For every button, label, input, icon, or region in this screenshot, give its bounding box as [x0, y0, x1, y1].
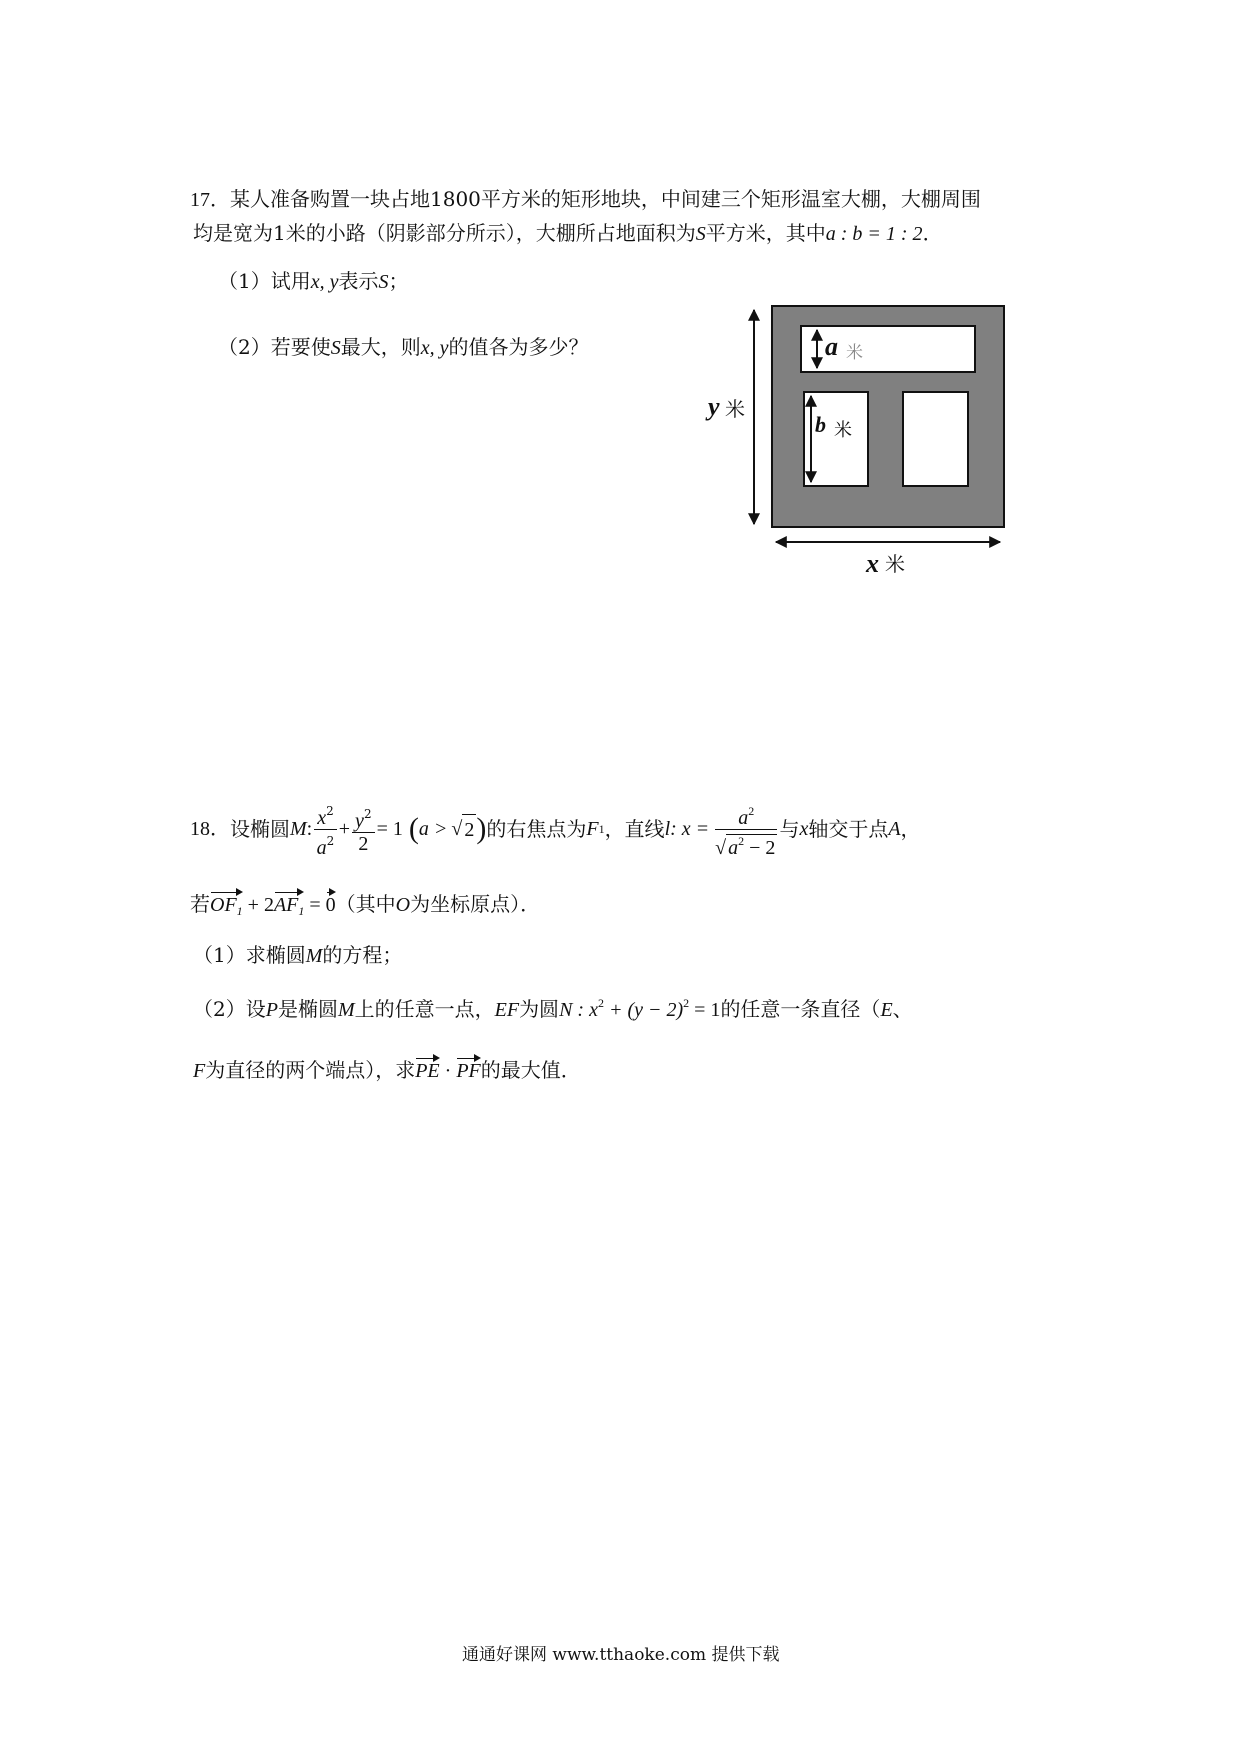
q17-part2-end: 的值各为多少？ — [448, 335, 589, 359]
q18-N: N — [559, 999, 573, 1021]
q17-line1-text: 某人准备购置一块占地1800平方米的矩形地块，中间建三个矩形温室大棚，大棚周围 — [230, 187, 981, 211]
sqrt-2: 2 — [462, 814, 476, 845]
q18-P: P — [265, 999, 278, 1021]
cond2-O: O — [395, 894, 411, 916]
q18-E: E — [880, 999, 893, 1021]
label-b: b — [815, 412, 826, 437]
q18-part2-mid4: 的任意一条直径（ — [720, 997, 881, 1021]
frac1-num-exp: 2 — [326, 803, 334, 818]
fraction-y2-2 — [352, 803, 375, 855]
vector-AF1-sub: 1 — [298, 904, 305, 918]
label-b-unit: 米 — [834, 420, 852, 440]
q18-part1 — [193, 940, 402, 971]
q18-comma: ， — [900, 817, 921, 841]
label-x-unit: 米 — [885, 554, 905, 576]
q17-part1-vars: x, y — [310, 271, 339, 293]
q18-number: 18． — [190, 818, 230, 840]
q17-part2-S: S — [330, 337, 341, 359]
frac2-num-exp: 2 — [363, 807, 372, 821]
paren-close: ) — [476, 812, 487, 845]
q17-part1-prefix: （1）试用 — [218, 269, 311, 293]
frac2-num: y — [355, 810, 364, 832]
label-a: a — [825, 332, 838, 361]
q17-line1 — [190, 184, 981, 215]
cond2-eq: = — [304, 894, 326, 916]
q18-part2-mid5: 为直径的两个端点），求 — [205, 1058, 416, 1082]
q18-F1-sub: 1 — [598, 822, 605, 836]
q17-part2-prefix: （2）若要使 — [218, 335, 331, 359]
frac3-sqrt-sign: √ — [715, 836, 727, 859]
q18-part2-line1 — [193, 988, 913, 1025]
vector-zero: 0 — [326, 890, 336, 920]
q18-part2-mid2: 上的任意一点， — [354, 997, 495, 1021]
greenhouse-diagram — [690, 296, 1020, 581]
var-S: S — [695, 223, 706, 245]
q18-axis-x: x — [799, 818, 809, 840]
label-a-unit: 米 — [846, 343, 863, 362]
frac1-den: a — [316, 836, 327, 859]
ratio-formula: a : b = 1 : 2 — [825, 223, 923, 245]
label-x: x — [866, 549, 879, 578]
q17-line2-text-b: 平方米，其中 — [705, 221, 826, 245]
q18-part1-M: M — [305, 945, 323, 967]
q18-part2-prefix: （2）设 — [193, 997, 266, 1021]
page-footer: 通通好课网 www.tthaoke.com 提供下载 — [462, 1645, 780, 1665]
cond2-prefix: 若 — [190, 892, 210, 916]
frac1-den-exp: 2 — [326, 833, 335, 848]
q18-part1-text: （1）求椭圆 — [193, 943, 306, 967]
q18-part2-mid1: 是椭圆 — [277, 997, 338, 1021]
circle-eq-exp-2: 2 — [683, 996, 690, 1010]
q18-line1 — [190, 797, 921, 861]
q18-line-text: ，直线 — [604, 817, 665, 841]
q18-intro: 设椭圆 — [230, 817, 290, 841]
q18-part2-line2 — [193, 1055, 581, 1086]
frac3-num-exp: 2 — [748, 803, 755, 818]
label-y: y — [708, 392, 720, 421]
q17-part1-S: S — [378, 271, 389, 293]
vector-OF1-text: OF — [210, 894, 237, 916]
q18-l: l — [664, 818, 671, 840]
vector-OF1 — [210, 890, 243, 926]
q17-part1 — [218, 266, 409, 297]
q18-EF: EF — [494, 999, 520, 1021]
greenhouse-bottom-right — [903, 392, 968, 486]
circle-eq-exp-1: 2 — [597, 996, 604, 1010]
q18-eq1: = 1 — [376, 818, 403, 840]
q17-part2-vars: x, y — [420, 337, 449, 359]
q18-part2-mid3: 为圆 — [519, 997, 560, 1021]
q18-x-eq: : x = — [670, 818, 710, 840]
q18-part2-end: 的最大值． — [480, 1058, 581, 1082]
q17-part1-mid: 表示 — [338, 269, 379, 293]
q18-cond: a > — [418, 818, 448, 840]
frac3-num: a — [738, 806, 749, 829]
fraction-a2-sqrt — [715, 800, 777, 859]
frac1-num: x — [317, 806, 327, 829]
vector-PE: PE — [415, 1056, 439, 1086]
vector-AF1-text: AF — [273, 894, 299, 916]
q18-axis-text: 与 — [779, 817, 800, 841]
q18-condition — [190, 889, 540, 926]
q18-colon: : — [306, 818, 313, 840]
circle-eq-c: = 1 — [689, 999, 721, 1021]
cond2-plus2: + 2 — [242, 894, 274, 916]
q17-line2-end: ． — [922, 221, 943, 245]
label-y-unit: 米 — [725, 399, 745, 421]
circle-eq-a: : x — [572, 999, 598, 1021]
q17-part2-mid: 最大，则 — [340, 335, 421, 359]
vector-AF1 — [274, 890, 304, 926]
frac3-den: a — [728, 836, 739, 859]
q17-part2 — [218, 332, 589, 363]
q18-axis-tail: 轴交于点 — [808, 817, 889, 841]
q18-part1-end: 的方程； — [322, 943, 403, 967]
q18-A: A — [888, 818, 901, 840]
fraction-x2-a2 — [314, 800, 337, 859]
greenhouse-figure — [690, 296, 1020, 581]
frac3-den-tail: − 2 — [744, 836, 776, 859]
q17-number: 17． — [190, 189, 230, 211]
q18-part2-M: M — [337, 999, 355, 1021]
vector-PF: PF — [456, 1056, 480, 1086]
vector-OF1-sub: 1 — [236, 904, 243, 918]
q17-line2 — [193, 218, 943, 249]
circle-eq-b: + (y − 2) — [603, 999, 684, 1021]
cond2-end: 为坐标原点）． — [410, 892, 541, 916]
q18-F-last: F — [193, 1060, 206, 1082]
frac2-den: 2 — [358, 833, 369, 855]
q18-M: M — [290, 818, 307, 840]
frac3-den-exp: 2 — [738, 833, 745, 848]
q18-F1: F — [586, 818, 599, 840]
q17-line2-text-a: 均是宽为1米的小路（阴影部分所示），大棚所占地面积为 — [193, 221, 696, 245]
q18-part2-sep: 、 — [892, 997, 913, 1021]
cond2-tail: （其中 — [335, 892, 396, 916]
dot-operator: · — [439, 1060, 457, 1082]
sqrt-sign: √ — [451, 818, 463, 840]
paren-open: ( — [408, 812, 419, 845]
q18-focus-text: 的右焦点为 — [486, 817, 587, 841]
q17-part1-end: ； — [388, 269, 409, 293]
q18-plus: + — [338, 818, 351, 840]
